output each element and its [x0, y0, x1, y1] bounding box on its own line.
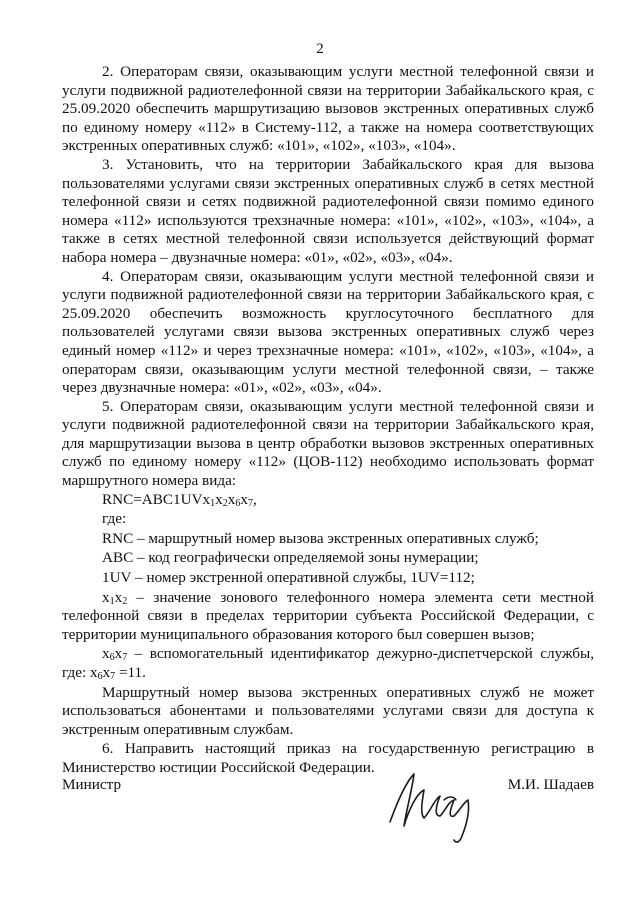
formula-sub-1: 1	[210, 497, 216, 509]
formula-sub-7: 7	[247, 497, 253, 509]
signature-block	[62, 772, 594, 852]
paragraph-4: 4. Операторам связи, оказывающим услуги местной телефонной связи и услуги подвижной радиотелефонной связи на территории Забайкальского края, с 25.09.2020 обеспечить возможность круглосуточного бесплатного для пользователей услугами связи вызова экстренных оперативных служб через единый номер «112» и через трехзначные номера: «101», «102», «103», «104», а операторам связи, оказывающим услуги местной телефонной связи, – также через двузначные номера: «01», «02», «03», «04».	[62, 267, 594, 397]
formula-x7: x	[240, 490, 248, 508]
var-x7-sub: 7	[122, 652, 128, 664]
var-x7: x	[114, 645, 123, 663]
paragraph-5: 5. Операторам связи, оказывающим услуги местной телефонной связи и услуги подвижной радиотелефонной связи на территории Забайкальского края, для маршрутизации вызова в центр обработки вызовов экстренных оперативных служб по единому номеру «112» (ЦОВ-112) необходимо использовать формат маршрутного номера вида:	[62, 397, 594, 490]
var-x6: x	[102, 645, 110, 663]
definition-abc: ABC – код географически определяемой зоны нумерации;	[102, 549, 479, 567]
page-number: 2	[316, 41, 324, 57]
definition-x6x7-tail: =11.	[115, 664, 146, 681]
formula-x2: x	[215, 490, 223, 508]
var-x6-value-sub: 6	[97, 671, 103, 682]
minister-name: М.И. Шадаев	[507, 776, 594, 793]
handwritten-signature-icon	[384, 760, 484, 848]
var-x6-value: x	[89, 664, 98, 681]
definition-x6x7-text: – вспомогательный идентификатор дежурно-диспетчерской службы, где:	[62, 645, 594, 681]
var-x1: x	[102, 588, 110, 606]
definition-x6x7	[62, 645, 594, 682]
formula-sub-2: 2	[222, 497, 228, 509]
paragraph-2: 2. Операторам связи, оказывающим услуги местной телефонной связи и услуги подвижной радиотелефонной связи на территории Забайкальского края, с 25.09.2020 обеспечить маршрутизацию вызовов экстренных оперативных служб по единому номеру «112» в Систему-112, а также на номера соответствующих экстренных оперативных служб: «101», «102», «103», «104».	[62, 63, 594, 155]
formula-x6: x	[227, 490, 236, 508]
formula-sub-6: 6	[235, 497, 241, 509]
routing-number-formula	[62, 491, 594, 510]
where-label: где:	[102, 510, 127, 528]
var-x6-sub: 6	[109, 652, 115, 664]
var-x7-value-sub: 7	[110, 671, 116, 682]
paragraph-3: 3. Установить, что на территории Забайкальского края для вызова пользователями услугами связи экстренных оперативных служб в сетях местной телефонной связи и сетях подвижной радиотелефонной связи помимо единого номера «112» используются трехзначные номера: «101», «102», «103», «104», а также в сетях местной телефонной связи используется действующий формат набора номера – двузначные номера: «01», «02», «03», «04».	[62, 155, 594, 266]
formula-suffix: ,	[252, 490, 257, 508]
definition-x1x2-text: – значение зонового телефонного номера элемента сети местной телефонной связи в пределах территории субъекта Российской Федерации, с территории муниципального образования которого был совершен вызов;	[62, 588, 594, 643]
var-x2-sub: 2	[122, 595, 128, 607]
var-x1-sub: 1	[109, 595, 115, 607]
definition-x1x2	[62, 589, 594, 645]
paragraph-6: 6. Направить настоящий приказ на государственную регистрацию в Министерство юстиции Российской Федерации.	[62, 740, 594, 776]
document-body	[62, 63, 594, 778]
definition-uv: 1UV – номер экстренной оперативной службы, 1UV=112;	[102, 569, 475, 587]
minister-title: Министр	[62, 776, 122, 793]
routing-number-note: Маршрутный номер вызова экстренных оперативных служб не может использоваться абонентами и пользователями услугами связи для доступа к экстренным оперативным службам.	[62, 683, 594, 738]
definition-rnc: RNC – маршрутный номер вызова экстренных оперативных служб;	[102, 529, 539, 547]
var-x2: x	[114, 588, 123, 606]
var-x7-value: x	[102, 664, 111, 681]
formula-prefix: RNC=ABC1UVx	[102, 490, 211, 508]
